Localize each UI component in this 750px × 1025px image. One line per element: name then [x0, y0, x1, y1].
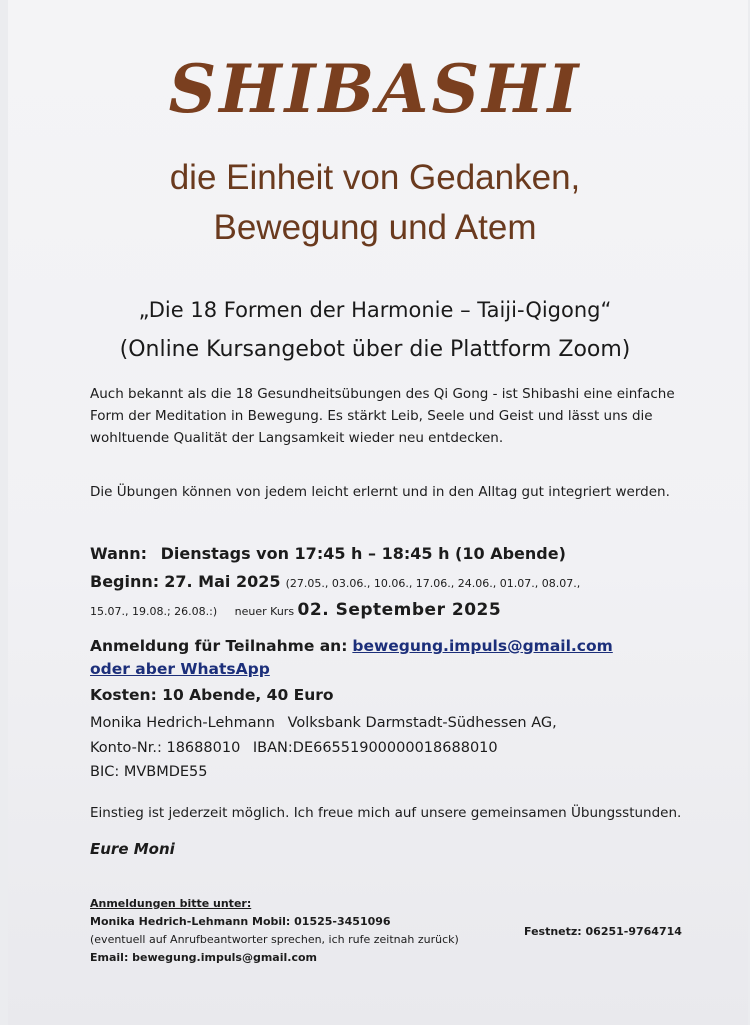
schedule-line: [90, 544, 566, 563]
bic: BIC: MVBMDE55: [90, 764, 208, 780]
footer-hint: (eventuell auf Anrufbeantworter sprechen, ich rufe zeitnah zurück): [90, 933, 459, 946]
whatsapp-line: [90, 660, 270, 678]
contact-footer: [90, 895, 459, 967]
new-course-date: 02. September 2025: [297, 600, 502, 620]
beginn-label: Beginn:: [90, 572, 160, 591]
intro-paragraph: Auch bekannt als die 18 Gesundheitsübungen des Qi Gong - ist Shibashi eine einfache Form der Meditation in Bewegung. Es stärkt Leib, Seele und Geist und lässt uns die wohltuende Qualität der Langsamkeit wieder neu entdecken.: [90, 386, 675, 446]
session-dates-cont: 15.07., 19.08.; 26.08.:): [90, 605, 218, 618]
account-number: Konto-Nr.: 18688010: [90, 740, 241, 756]
account-holder: Monika Hedrich-Lehmann: [90, 715, 275, 731]
entry-note: Einstieg ist jederzeit möglich. Ich freue mich auf unsere gemeinsamen Übungsstunden.: [90, 805, 682, 821]
cost-line: Kosten: 10 Abende, 40 Euro: [90, 686, 334, 704]
beginn-value: 27. Mai 2025: [164, 572, 281, 591]
course-title: „Die 18 Formen der Harmonie – Taiji-Qigong“: [138, 298, 612, 322]
bank-line: [90, 715, 557, 731]
signature: Eure Moni: [90, 840, 175, 858]
subtitle-line-1: die Einheit von Gedanken,: [169, 158, 581, 197]
bank-name: Volksbank Darmstadt-Südhessen AG,: [287, 715, 557, 731]
footer-email: Email: bewegung.impuls@gmail.com: [90, 951, 317, 964]
wann-value: Dienstags von 17:45 h – 18:45 h (10 Abende): [160, 544, 566, 563]
wann-label: Wann:: [90, 544, 148, 563]
flyer-sheet: [8, 0, 748, 1025]
footer-landline: Festnetz: 06251-9764714: [524, 925, 682, 938]
course-format: (Online Kursangebot über die Plattform Zoom): [119, 337, 631, 362]
start-line: [90, 572, 580, 591]
registration-line: [90, 637, 613, 655]
footer-mobile: Monika Hedrich-Lehmann Mobil: 01525-3451096: [90, 915, 391, 928]
registration-label: Anmeldung für Teilnahme an:: [90, 637, 348, 655]
footer-heading: Anmeldungen bitte unter:: [90, 897, 252, 910]
intro-paragraph-2: Die Übungen können von jedem leicht erlernt und in den Alltag gut integriert werden.: [90, 484, 670, 500]
flyer-title: SHIBASHI: [168, 50, 582, 128]
registration-email-link[interactable]: bewegung.impuls@gmail.com: [352, 637, 613, 655]
account-line: [90, 740, 498, 756]
iban: IBAN:DE66551900000018688010: [252, 740, 498, 756]
subtitle-line-2: Bewegung und Atem: [213, 208, 537, 247]
dates-line: [90, 600, 501, 620]
new-course-label: neuer Kurs: [234, 605, 295, 618]
whatsapp-link[interactable]: oder aber WhatsApp: [90, 660, 270, 678]
session-dates: (27.05., 03.06., 10.06., 17.06., 24.06., 01.07., 08.07.,: [285, 577, 581, 590]
